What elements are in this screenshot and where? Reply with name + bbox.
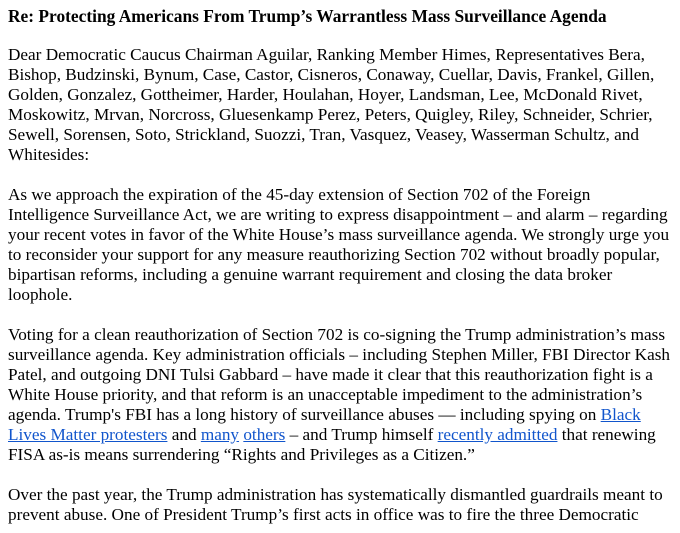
letter-subject: Re: Protecting Americans From Trump’s Warrantless Mass Surveillance Agenda bbox=[8, 6, 607, 26]
letter-salutation: Dear Democratic Caucus Chairman Aguilar, Ranking Member Himes, Representatives Bera, Bishop, Budzinski, Bynum, Case, Castor, Cisneros, Conaway, Cuellar, Davis, Frankel, Gillen, Golden, Gonzalez, Gottheimer, Harder, Houlahan, Hoyer, Landsman, Lee, McDonald Rivet, Moskowitz, Mrvan, Norcross, Gluesenkamp Perez, Peters, Quigley, Riley, Schneider, Schrier, Sewell, Sorensen, Soto, Strickland, Suozzi, Tran, Vasquez, Veasey, Wasserman Schultz, and Whitesides: bbox=[8, 45, 655, 164]
many-link[interactable]: many bbox=[200, 425, 240, 444]
paragraph-2-text-trump-himself: – and Trump himself bbox=[285, 425, 438, 444]
paragraph-2-text-end: that renewing FISA as-is means surrendering “Rights and Privileges as a Citizen.” bbox=[8, 425, 656, 464]
recently-admitted-link[interactable]: recently admitted bbox=[437, 425, 558, 444]
paragraph-2-text-start: Voting for a clean reauthorization of Section 702 is co-signing the Trump administration’s mass surveillance agenda. Key administration officials – including Stephen Miller, FBI Director Kash Patel, and outgoing DNI Tulsi Gabbard – have made it clear that this reauthorization fight is a White House priority, and that reform is an unacceptable impediment to the administration’s agenda. Trump's FBI has a long history of surveillance abuses — including spying on bbox=[8, 325, 670, 424]
letter-paragraph-3: Over the past year, the Trump administration has systematically dismantled guardrails meant to prevent abuse. One of President Trump’s first acts in office was to fire the three Democratic bbox=[8, 485, 663, 524]
black-lives-matter-protesters-link[interactable]: Black Lives Matter protesters bbox=[8, 405, 641, 444]
paragraph-2-text-and: and bbox=[167, 425, 201, 444]
letter-paragraph-2 bbox=[8, 325, 672, 465]
letter-paragraph-1: As we approach the expiration of the 45-day extension of Section 702 of the Foreign Intelligence Surveillance Act, we are writing to express disappointment – and alarm – regarding your recent votes in favor of the White House’s mass surveillance agenda. We strongly urge you to reconsider your support for any measure reauthorizing Section 702 without broadly popular, bipartisan reforms, including a genuine warrant requirement and closing the data broker loophole. bbox=[8, 185, 670, 304]
others-link[interactable]: others bbox=[243, 425, 286, 444]
